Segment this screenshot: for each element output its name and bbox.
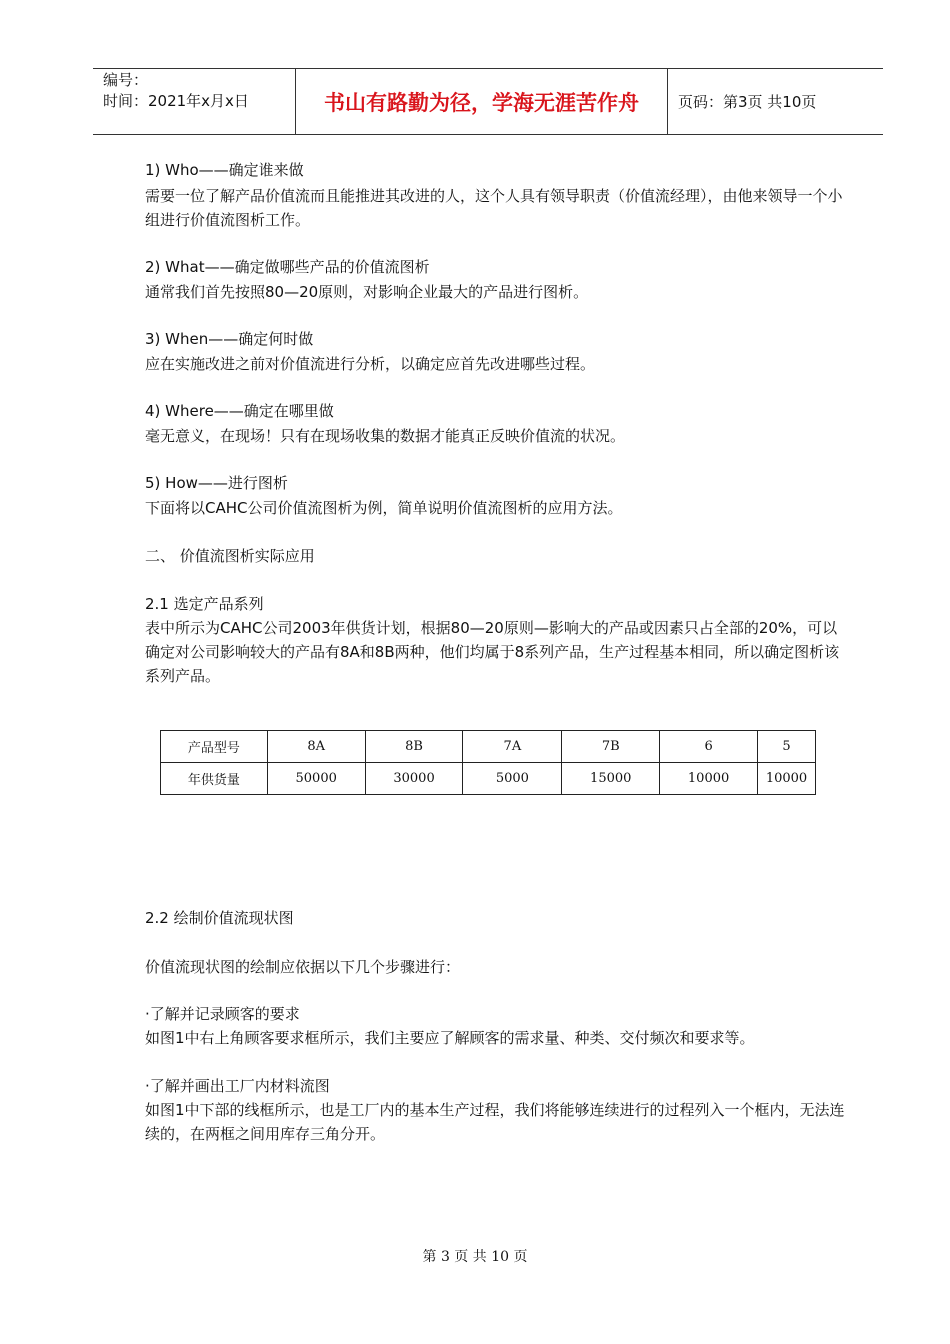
table-cell: 5 xyxy=(758,731,816,763)
supply-plan-table xyxy=(160,730,816,795)
table-cell: 6 xyxy=(660,731,758,763)
table-cell: 50000 xyxy=(267,763,365,795)
table-cell: 30000 xyxy=(365,763,463,795)
table-cell: 10000 xyxy=(758,763,816,795)
where-body: 毫无意义，在现场！只有在现场收集的数据才能真正反映价值流的状况。 xyxy=(145,427,626,445)
s22-intro: 价值流现状图的绘制应依据以下几个步骤进行： xyxy=(145,958,461,976)
table-cell: 年供货量 xyxy=(161,763,268,795)
who-title: 1) Who——确定谁来做 xyxy=(145,161,304,179)
page-header xyxy=(93,68,883,135)
table-row xyxy=(161,763,816,795)
bullet1-body: 如图1中右上角顾客要求框所示，我们主要应了解顾客的需求量、种类、交付频次和要求等。 xyxy=(145,1029,755,1047)
page-footer: 第 3 页 共 10 页 xyxy=(422,1249,528,1265)
table-cell: 10000 xyxy=(660,763,758,795)
who-body: 需要一位了解产品价值流而且能推进其改进的人，这个人具有领导职责（价值流经理），由他来领导一个小组进行价值流图析工作。 xyxy=(145,187,843,229)
how-title: 5) How——进行图析 xyxy=(145,474,288,492)
section2-title: 二、 价值流图析实际应用 xyxy=(145,547,315,565)
table-cell: 5000 xyxy=(463,763,562,795)
bullet2-body: 如图1中下部的线框所示，也是工厂内的基本生产过程，我们将能够连续进行的过程列入一个框内，无法连续的，在两框之间用库存三角分开。 xyxy=(145,1101,845,1143)
table-cell: 8A xyxy=(267,731,365,763)
time-label: 时间：2021年x月x日 xyxy=(103,92,249,110)
s22-title: 2.2 绘制价值流现状图 xyxy=(145,909,294,927)
table-row xyxy=(161,731,816,763)
header-page-info: 页码：第3页 共10页 xyxy=(678,93,817,111)
what-title: 2) What——确定做哪些产品的价值流图析 xyxy=(145,258,430,276)
how-body: 下面将以CAHC公司价值流图析为例，简单说明价值流图析的应用方法。 xyxy=(145,499,623,517)
s21-title: 2.1 选定产品系列 xyxy=(145,595,264,613)
table-cell: 产品型号 xyxy=(161,731,268,763)
header-motto: 书山有路勤为径，学海无涯苦作舟 xyxy=(295,69,668,134)
bullet2-title: ·了解并画出工厂内材料流图 xyxy=(145,1077,330,1095)
when-body: 应在实施改进之前对价值流进行分析，以确定应首先改进哪些过程。 xyxy=(145,355,596,373)
table-cell: 7A xyxy=(463,731,562,763)
table-cell: 15000 xyxy=(562,763,660,795)
bullet1-title: ·了解并记录顾客的要求 xyxy=(145,1005,300,1023)
table-cell: 8B xyxy=(365,731,463,763)
where-title: 4) Where——确定在哪里做 xyxy=(145,402,334,420)
table-cell: 7B xyxy=(562,731,660,763)
what-body: 通常我们首先按照80—20原则，对影响企业最大的产品进行图析。 xyxy=(145,283,589,301)
when-title: 3) When——确定何时做 xyxy=(145,330,314,348)
number-label: 编号： xyxy=(103,71,149,89)
header-meta xyxy=(93,69,295,134)
s21-body: 表中所示为CAHC公司2003年供货计划，根据80—20原则—影响大的产品或因素只占全部的20%，可以确定对公司影响较大的产品有8A和8B两种，他们均属于8系列产品，生产过程基本相同，所以确定图析该系列产品。 xyxy=(145,619,840,685)
